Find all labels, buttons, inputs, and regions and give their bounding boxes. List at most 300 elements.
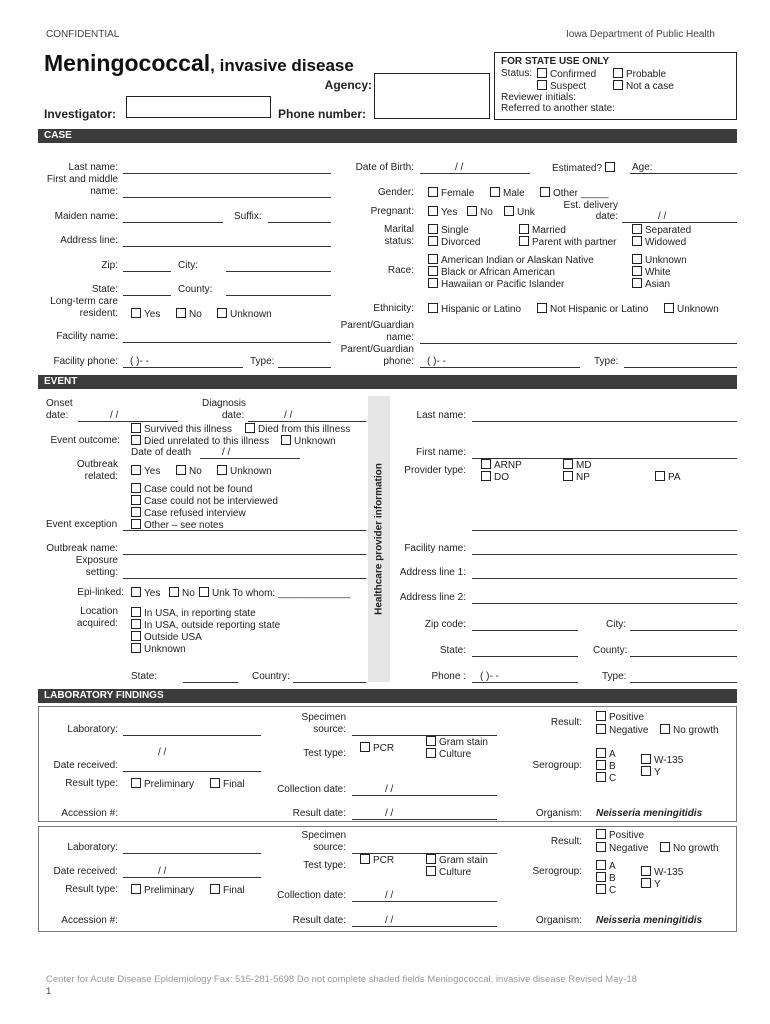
- hp-phone-field[interactable]: [472, 682, 578, 683]
- hp-address2-field[interactable]: [472, 603, 737, 604]
- checkbox[interactable]: [131, 607, 141, 617]
- checkbox[interactable]: [632, 236, 642, 246]
- lab1-collection-field[interactable]: [352, 795, 497, 796]
- lab2-date-received-label: Date received:: [53, 866, 118, 877]
- checkbox[interactable]: [131, 308, 141, 318]
- facility-name-label: Facility name:: [56, 331, 118, 342]
- checkbox[interactable]: [281, 435, 291, 445]
- lab1-sero-c[interactable]: [596, 772, 616, 784]
- lab2-no-growth[interactable]: [660, 842, 719, 854]
- lab1-gram[interactable]: [426, 736, 488, 748]
- checkbox[interactable]: [655, 471, 665, 481]
- section-case: CASE: [38, 129, 737, 143]
- option-label: Yes: [144, 588, 161, 599]
- lab1-date-received-label: Date received:: [53, 760, 118, 771]
- race-unknown[interactable]: [632, 254, 687, 266]
- option-label: A: [609, 861, 616, 872]
- checkbox[interactable]: [641, 878, 651, 888]
- checkbox[interactable]: [217, 308, 227, 318]
- checkbox[interactable]: [131, 643, 141, 653]
- lab2-preliminary[interactable]: [131, 884, 194, 896]
- checkbox[interactable]: [131, 619, 141, 629]
- checkbox[interactable]: [199, 587, 209, 597]
- status-confirmed[interactable]: [537, 68, 596, 80]
- checkbox[interactable]: [131, 435, 141, 445]
- checkbox[interactable]: [537, 303, 547, 313]
- first-middle-field[interactable]: [123, 197, 331, 198]
- checkbox[interactable]: [632, 254, 642, 264]
- address-field[interactable]: [123, 246, 331, 247]
- ltc-unknown[interactable]: [217, 308, 272, 320]
- first-middle-label-2: name:: [90, 186, 118, 197]
- checkbox[interactable]: [632, 224, 642, 234]
- marital-divorced[interactable]: [428, 236, 480, 248]
- date-of-death-label: Date of death: [131, 447, 192, 458]
- checkbox[interactable]: [504, 206, 514, 216]
- checkbox[interactable]: [428, 254, 438, 264]
- event-country-label: Country:: [252, 671, 290, 682]
- outcome-died-unrelated[interactable]: [131, 435, 269, 447]
- exception-refused[interactable]: [131, 507, 246, 519]
- zip-label: Zip:: [101, 260, 118, 271]
- lab2-sero-c[interactable]: [596, 884, 616, 896]
- estimated-label[interactable]: [552, 162, 618, 174]
- checkbox[interactable]: [641, 866, 651, 876]
- checkbox[interactable]: [131, 778, 141, 788]
- checkbox[interactable]: [426, 748, 436, 758]
- marital-widowed[interactable]: [632, 236, 686, 248]
- race-asian[interactable]: [632, 278, 670, 290]
- ethnicity-hispanic[interactable]: [428, 303, 521, 315]
- checkbox[interactable]: [131, 587, 141, 597]
- marital-label-2: status:: [384, 236, 414, 247]
- status-probable[interactable]: [613, 68, 666, 80]
- marital-single[interactable]: [428, 224, 469, 236]
- pg-name-label-2: name:: [386, 332, 414, 343]
- checkbox[interactable]: [210, 884, 220, 894]
- outbreak-name-label: Outbreak name:: [46, 543, 118, 554]
- pg-name-field[interactable]: [420, 343, 737, 344]
- outcome-unknown[interactable]: [281, 435, 336, 447]
- checkbox[interactable]: [428, 266, 438, 276]
- outcome-died-from[interactable]: [245, 423, 350, 435]
- checkbox[interactable]: [563, 459, 573, 469]
- outbreak-no[interactable]: [176, 465, 202, 477]
- checkbox[interactable]: [360, 742, 370, 752]
- city-field[interactable]: [226, 271, 331, 272]
- hp-facility-field[interactable]: [472, 554, 737, 555]
- option-label: American Indian or Alaskan Native: [441, 255, 594, 266]
- option-label: Not a case: [626, 81, 674, 92]
- dob-slashes: / /: [455, 162, 464, 173]
- provider-arnp[interactable]: [481, 459, 522, 471]
- lab1-pcr[interactable]: [360, 742, 394, 754]
- marital-parent-partner[interactable]: [519, 236, 617, 248]
- checkbox[interactable]: [596, 760, 606, 770]
- checkbox[interactable]: [131, 483, 141, 493]
- lab2-result-date-field[interactable]: [352, 926, 497, 927]
- checkbox[interactable]: [428, 224, 438, 234]
- race-label: Race:: [387, 265, 414, 276]
- lab2-collection-slashes: / /: [385, 890, 394, 901]
- race-black[interactable]: [428, 266, 555, 278]
- outbreak-yes[interactable]: [131, 465, 160, 477]
- event-outcome-label: Event outcome:: [50, 435, 120, 446]
- checkbox[interactable]: [641, 754, 651, 764]
- option-label: Positive: [609, 830, 645, 841]
- checkbox[interactable]: [426, 736, 436, 746]
- date-of-death-field[interactable]: [200, 458, 300, 459]
- ethnicity-label: Ethnicity:: [373, 303, 414, 314]
- checkbox[interactable]: [428, 187, 438, 197]
- event-exception-field[interactable]: [123, 530, 366, 531]
- age-label: Age:: [632, 162, 653, 173]
- checkbox[interactable]: [596, 724, 606, 734]
- provider-pa[interactable]: [655, 471, 681, 483]
- state-field[interactable]: [123, 295, 171, 296]
- lab2-negative[interactable]: [596, 842, 648, 854]
- status-suspect[interactable]: [537, 80, 586, 92]
- facility-phone-field[interactable]: [123, 367, 243, 368]
- facility-name-field[interactable]: [123, 342, 331, 343]
- race-aian[interactable]: [428, 254, 594, 266]
- pregnant-yes[interactable]: [428, 206, 457, 218]
- checkbox[interactable]: [245, 423, 255, 433]
- hp-city-field[interactable]: [630, 630, 737, 631]
- checkbox[interactable]: [467, 206, 477, 216]
- epi-linked-label: Epi-linked:: [77, 587, 124, 598]
- lab2-result-type-label: Result type:: [65, 884, 118, 895]
- option-label: Widowed: [645, 237, 687, 248]
- lab2-date-received-field[interactable]: [123, 877, 261, 878]
- exception-not-interviewed[interactable]: [131, 495, 278, 507]
- option-label: PCR: [373, 743, 395, 754]
- outcome-survived[interactable]: [131, 423, 232, 435]
- option-label: Final: [223, 885, 245, 896]
- lab1-accession-label: Accession #:: [61, 808, 118, 819]
- lab1-laboratory-label: Laboratory:: [67, 724, 118, 735]
- checkbox[interactable]: [596, 860, 606, 870]
- option-label: Y: [654, 879, 661, 890]
- provider-type-extra-field[interactable]: [472, 530, 737, 531]
- checkbox[interactable]: [596, 842, 606, 852]
- checkbox[interactable]: [519, 224, 529, 234]
- lab1-serogroup-label: Serogroup:: [532, 760, 582, 771]
- option-label: Preliminary: [144, 885, 195, 896]
- location-in-state[interactable]: [131, 607, 256, 619]
- referred-label: Referred to another state:: [501, 103, 615, 114]
- onset-label-2: date:: [46, 410, 69, 421]
- lab1-test-type-label: Test type:: [303, 748, 346, 759]
- checkbox[interactable]: [490, 187, 500, 197]
- hp-state-label: State:: [439, 645, 466, 656]
- ltc-yes[interactable]: [131, 308, 160, 320]
- maiden-name-label: Maiden name:: [54, 211, 118, 222]
- race-white[interactable]: [632, 266, 671, 278]
- option-label: Not Hispanic or Latino: [550, 304, 649, 315]
- hp-county-field[interactable]: [630, 656, 737, 657]
- option-label: Unk To whom: _____________: [212, 588, 351, 599]
- hp-phone-label: Phone :: [431, 671, 466, 682]
- hp-phone-format: ( )- -: [480, 671, 499, 682]
- provider-np[interactable]: [563, 471, 590, 483]
- footer-text: Center for Acute Disease Epidemiology Fax: 515-281-5698 Do not complete shaded fields Meningococcal, invasive disease Revised May-18: [46, 974, 637, 985]
- option-label: B: [609, 873, 616, 884]
- checkbox[interactable]: [519, 236, 529, 246]
- checkbox[interactable]: [131, 507, 141, 517]
- first-middle-label-1: First and middle: [46, 174, 118, 185]
- investigator-field[interactable]: [126, 96, 271, 118]
- lab1-positive[interactable]: [596, 711, 644, 723]
- checkbox[interactable]: [131, 423, 141, 433]
- lab2-positive[interactable]: [596, 829, 644, 841]
- checkbox[interactable]: [176, 465, 186, 475]
- pg-type-field[interactable]: [624, 367, 737, 368]
- pregnant-no[interactable]: [467, 206, 493, 218]
- lab1-preliminary[interactable]: [131, 778, 194, 790]
- lab2-result-date-slashes: / /: [385, 915, 394, 926]
- ethnicity-unknown[interactable]: [664, 303, 719, 315]
- option-label: Preliminary: [144, 779, 195, 790]
- option-label: Black or African American: [441, 267, 555, 278]
- gender-other[interactable]: Other _____: [540, 187, 609, 199]
- status-not-case[interactable]: [613, 80, 674, 92]
- event-country-field[interactable]: [293, 682, 366, 683]
- county-label: County:: [178, 284, 213, 295]
- lab1-negative[interactable]: [596, 724, 648, 736]
- option-label: Parent with partner: [532, 237, 617, 248]
- lab2-pcr[interactable]: [360, 854, 394, 866]
- maiden-name-field[interactable]: [123, 222, 223, 223]
- checkbox[interactable]: [660, 724, 670, 734]
- option-label: In USA, outside reporting state: [144, 620, 281, 631]
- option-label: B: [609, 761, 616, 772]
- checkbox[interactable]: [426, 866, 436, 876]
- confidential-label: CONFIDENTIAL: [46, 29, 120, 40]
- lab1-result-date-field[interactable]: [352, 819, 497, 820]
- form-title: [44, 50, 354, 77]
- dob-label: Date of Birth:: [355, 162, 414, 173]
- lab1-result-type-label: Result type:: [65, 778, 118, 789]
- investigator-label: Investigator:: [44, 107, 117, 121]
- hp-type-field[interactable]: [630, 682, 737, 683]
- option-label: A: [609, 749, 616, 760]
- lab2-culture[interactable]: [426, 866, 471, 878]
- hp-address1-field[interactable]: [472, 578, 737, 579]
- suffix-label: Suffix:: [234, 211, 262, 222]
- outbreak-related-label-2: related:: [84, 471, 118, 482]
- facility-phone-format: ( )- -: [130, 356, 149, 367]
- county-field[interactable]: [226, 295, 331, 296]
- facility-phone-label: Facility phone:: [53, 356, 118, 367]
- checkbox[interactable]: [540, 187, 550, 197]
- checkbox[interactable]: [428, 206, 438, 216]
- option-label: Other – see notes: [144, 520, 224, 531]
- lab2-collection-field[interactable]: [352, 901, 497, 902]
- checkbox[interactable]: [176, 308, 186, 318]
- checkbox[interactable]: [428, 278, 438, 288]
- state-label: State:: [91, 284, 118, 295]
- gender-male[interactable]: [490, 187, 525, 199]
- diagnosis-date-field[interactable]: [248, 421, 366, 422]
- checkbox[interactable]: [210, 778, 220, 788]
- location-unknown[interactable]: [131, 643, 186, 655]
- marital-separated[interactable]: [632, 224, 691, 236]
- lab1-date-received-field[interactable]: [123, 771, 261, 772]
- option-label: Yes: [441, 207, 458, 218]
- lab1-sero-a[interactable]: [596, 748, 616, 760]
- lab1-culture[interactable]: [426, 748, 471, 760]
- epi-unk[interactable]: [199, 587, 350, 599]
- exception-not-found[interactable]: [131, 483, 252, 495]
- epi-yes[interactable]: [131, 587, 160, 599]
- checkbox[interactable]: [537, 80, 547, 90]
- zip-field[interactable]: [123, 271, 171, 272]
- location-label-1: Location: [80, 606, 118, 617]
- pregnant-unk[interactable]: [504, 206, 535, 218]
- option-label: Estimated?: [552, 163, 603, 174]
- outbreak-unknown[interactable]: [217, 465, 272, 477]
- est-delivery-slashes: / /: [658, 211, 667, 222]
- lab2-sero-b[interactable]: [596, 872, 616, 884]
- checkbox[interactable]: [131, 465, 141, 475]
- hp-state-field[interactable]: [472, 656, 578, 657]
- agency-field[interactable]: [374, 73, 490, 119]
- event-state-field[interactable]: [183, 682, 238, 683]
- option-label: Y: [654, 767, 661, 778]
- exposure-label-1: Exposure: [75, 555, 118, 566]
- lab1-final[interactable]: [210, 778, 245, 790]
- hp-address1-label: Address line 1:: [399, 567, 466, 578]
- option-label: Culture: [439, 749, 472, 760]
- lab1-sero-b[interactable]: [596, 760, 616, 772]
- checkbox[interactable]: [169, 587, 179, 597]
- lab1-no-growth[interactable]: [660, 724, 719, 736]
- pg-phone-format: ( )- -: [427, 356, 446, 367]
- dob-field[interactable]: [420, 173, 530, 174]
- suffix-field[interactable]: [268, 222, 331, 223]
- state-use-title: FOR STATE USE ONLY: [501, 56, 610, 67]
- checkbox[interactable]: [131, 631, 141, 641]
- onset-date-field[interactable]: [78, 421, 178, 422]
- pg-phone-field[interactable]: [420, 367, 580, 368]
- lab2-result-label: Result:: [550, 836, 582, 847]
- hp-zip-field[interactable]: [472, 630, 578, 631]
- location-label-2: acquired:: [76, 618, 118, 629]
- lab1-organism-label: Organism:: [535, 808, 582, 819]
- facility-type-field[interactable]: [278, 367, 331, 368]
- location-out-state[interactable]: [131, 619, 280, 631]
- checkbox[interactable]: [596, 711, 606, 721]
- checkbox[interactable]: [428, 236, 438, 246]
- option-label: Male: [503, 188, 525, 199]
- checkbox[interactable]: [596, 884, 606, 894]
- option-label: NP: [576, 472, 590, 483]
- marital-married[interactable]: [519, 224, 566, 236]
- checkbox[interactable]: [664, 303, 674, 313]
- marital-label-1: Marital: [383, 224, 414, 235]
- checkbox[interactable]: [563, 471, 573, 481]
- option-label: White: [645, 267, 671, 278]
- gender-female[interactable]: [428, 187, 474, 199]
- checkbox[interactable]: [596, 829, 606, 839]
- checkbox[interactable]: [428, 303, 438, 313]
- checkbox[interactable]: [217, 465, 227, 475]
- option-label: No: [189, 309, 202, 320]
- lab1-laboratory-field[interactable]: [123, 735, 261, 736]
- checkbox[interactable]: [596, 748, 606, 758]
- checkbox[interactable]: [131, 495, 141, 505]
- provider-md[interactable]: [563, 459, 592, 471]
- checkbox[interactable]: [131, 884, 141, 894]
- checkbox[interactable]: [360, 854, 370, 864]
- exposure-label-2: setting:: [85, 567, 118, 578]
- epi-no[interactable]: [169, 587, 195, 599]
- checkbox[interactable]: [481, 459, 491, 469]
- option-label: Gram stain: [439, 855, 488, 866]
- checkbox[interactable]: [481, 471, 491, 481]
- lab2-accession-label: Accession #:: [61, 915, 118, 926]
- ethnicity-not-hispanic[interactable]: [537, 303, 648, 315]
- checkbox[interactable]: [131, 519, 141, 529]
- age-field[interactable]: [630, 173, 737, 174]
- lab2-sero-w135[interactable]: [641, 866, 683, 878]
- lab1-date-slashes: / /: [158, 747, 167, 758]
- lab2-final[interactable]: [210, 884, 245, 896]
- lab1-result-date-slashes: / /: [385, 808, 394, 819]
- last-name-field[interactable]: [123, 173, 331, 174]
- exposure-field[interactable]: [123, 578, 366, 579]
- checkbox[interactable]: [596, 772, 606, 782]
- lab1-organism-value: Neisseria meningitidis: [596, 808, 703, 819]
- checkbox[interactable]: [426, 854, 436, 864]
- checkbox[interactable]: [632, 278, 642, 288]
- option-label: Case could not be found: [144, 484, 253, 495]
- event-exception-label: Event exception: [46, 519, 118, 530]
- checkbox[interactable]: [613, 80, 623, 90]
- lab2-gram[interactable]: [426, 854, 488, 866]
- option-label: Suspect: [550, 81, 587, 92]
- ltc-label-1: Long-term care: [50, 296, 118, 307]
- outbreak-name-field[interactable]: [123, 554, 366, 555]
- checkbox[interactable]: [596, 872, 606, 882]
- outbreak-related-label-1: Outbreak: [76, 459, 118, 470]
- option-label: No: [182, 588, 195, 599]
- checkbox[interactable]: [605, 162, 615, 172]
- lab2-sero-a[interactable]: [596, 860, 616, 872]
- checkbox[interactable]: [632, 266, 642, 276]
- last-name-label: Last name:: [68, 162, 118, 173]
- option-label: Yes: [144, 309, 161, 320]
- est-delivery-field[interactable]: [622, 222, 737, 223]
- lab2-sero-y[interactable]: [641, 878, 661, 890]
- checkbox[interactable]: [613, 68, 623, 78]
- location-outside-usa[interactable]: [131, 631, 202, 643]
- lab2-laboratory-field[interactable]: [123, 853, 261, 854]
- checkbox[interactable]: [641, 766, 651, 776]
- hp-last-name-field[interactable]: [472, 421, 737, 422]
- ltc-no[interactable]: [176, 308, 202, 320]
- lab1-collection-label: Collection date:: [277, 784, 346, 795]
- checkbox[interactable]: [537, 68, 547, 78]
- lab1-sero-y[interactable]: [641, 766, 661, 778]
- checkbox[interactable]: [660, 842, 670, 852]
- race-hpi[interactable]: [428, 278, 564, 290]
- option-label: Unk: [517, 207, 535, 218]
- provider-do[interactable]: [481, 471, 509, 483]
- option-label: Single: [441, 225, 469, 236]
- lab1-sero-w135[interactable]: [641, 754, 683, 766]
